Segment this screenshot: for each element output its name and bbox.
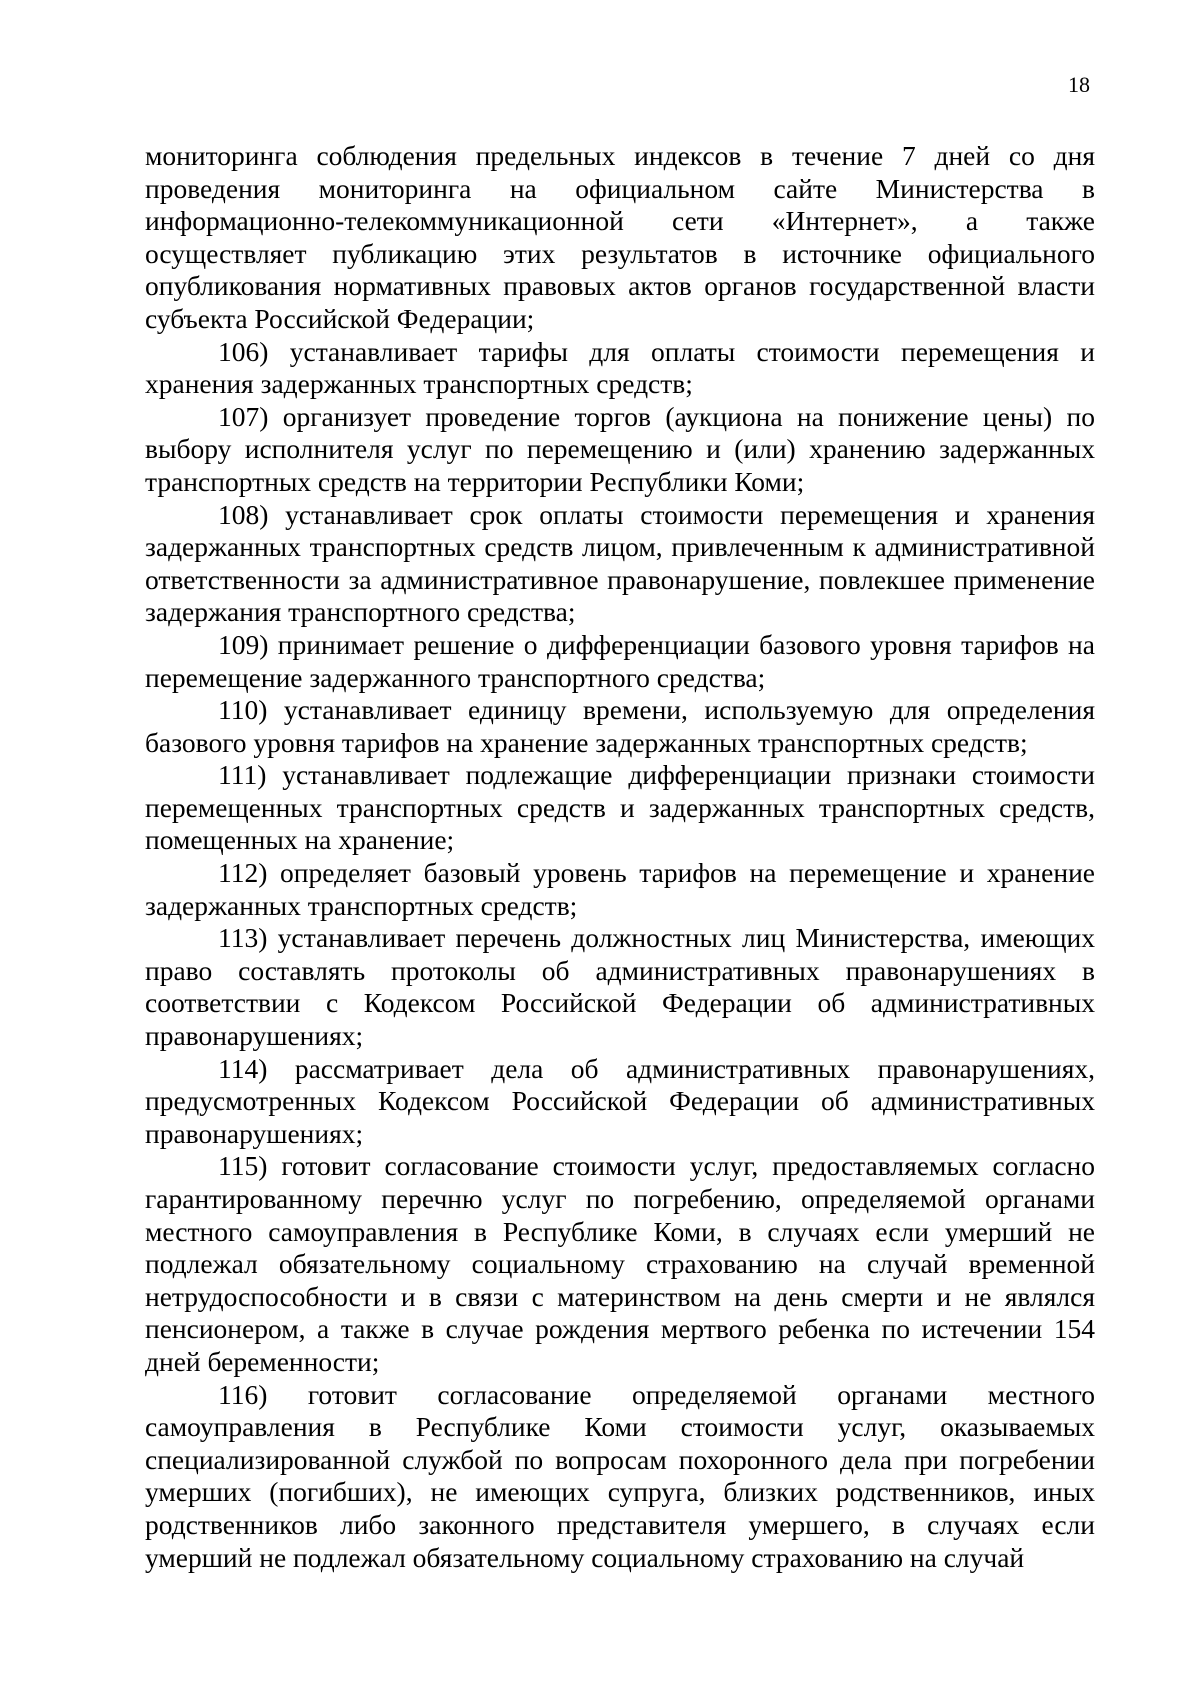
paragraph-item-115: 115) готовит согласование стоимости услуг, предоставляемых согласно гарантированному перечню услуг по погребению, определяемой органами местного самоуправления в Республике Коми, в случаях если умерший не подлежал обязательному социальному страхованию на случай временной нетрудоспособности и в связи с материнством на день смерти и не являлся пенсионером, а также в случае рождения мертвого ребенка по истечении 154 дней беременности;	[145, 1150, 1095, 1377]
paragraph-item-108: 108) устанавливает срок оплаты стоимости перемещения и хранения задержанных транспортных средств лицом, привлеченным к административной ответственности за административное правонарушение, повлекшее применение задержания транспортного средства;	[145, 498, 1095, 628]
paragraph-continuation: мониторинга соблюдения предельных индексов в течение 7 дней со дня проведения мониторинга на официальном сайте Министерства в информационно-телекоммуникационной сети «Интернет», а также осуществляет публикацию этих результатов в источнике официального опубликования нормативных правовых актов органов государственной власти субъекта Российской Федерации;	[145, 140, 1095, 334]
paragraph-item-113: 113) устанавливает перечень должностных лиц Министерства, имеющих право составлять протоколы об административных правонарушениях в соответствии с Кодексом Российской Федерации об административных правонарушениях;	[145, 922, 1095, 1052]
paragraph-item-106: 106) устанавливает тарифы для оплаты стоимости перемещения и хранения задержанных транспортных средств;	[145, 335, 1095, 400]
document-body	[145, 140, 1095, 1574]
paragraph-item-107: 107) организует проведение торгов (аукциона на понижение цены) по выбору исполнителя услуг по перемещению и (или) хранению задержанных транспортных средств на территории Республики Коми;	[145, 400, 1095, 497]
paragraph-item-109: 109) принимает решение о дифференциации базового уровня тарифов на перемещение задержанного транспортного средства;	[145, 628, 1095, 693]
paragraph-item-112: 112) определяет базовый уровень тарифов на перемещение и хранение задержанных транспортных средств;	[145, 857, 1095, 921]
paragraph-item-111: 111) устанавливает подлежащие дифференциации признаки стоимости перемещенных транспортных средств и задержанных транспортных средств, помещенных на хранение;	[145, 759, 1095, 856]
paragraph-item-110: 110) устанавливает единицу времени, используемую для определения базового уровня тарифов на хранение задержанных транспортных средств;	[145, 694, 1095, 758]
paragraph-item-116: 116) готовит согласование определяемой органами местного самоуправления в Республике Коми стоимости услуг, оказываемых специализированной службой по вопросам похоронного дела при погребении умерших (погибших), не имеющих супруга, близких родственников, иных родственников либо законного представителя умершего, в случаях если умерший не подлежал обязательному социальному страхованию на случай	[145, 1378, 1095, 1573]
page-number: 18	[1068, 72, 1090, 97]
paragraph-item-114: 114) рассматривает дела об административных правонарушениях, предусмотренных Кодексом Российской Федерации об административных правонарушениях;	[145, 1052, 1095, 1149]
